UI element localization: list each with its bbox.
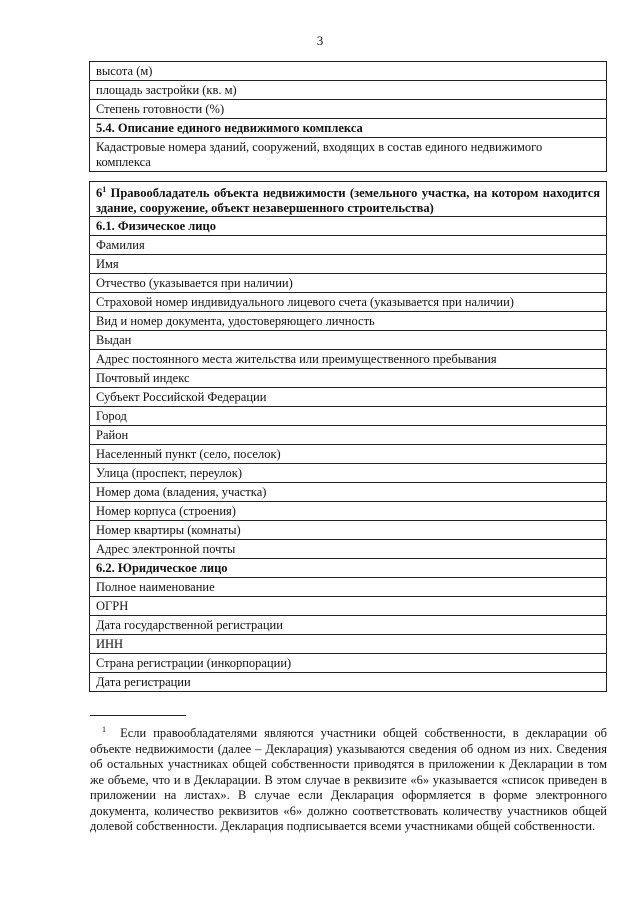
form-row bbox=[90, 445, 607, 464]
footnote-mark: 1 bbox=[102, 725, 106, 734]
form-row bbox=[90, 673, 607, 692]
form-row bbox=[90, 597, 607, 616]
field-label: Номер дома (владения, участка) bbox=[90, 483, 607, 502]
field-label: Район bbox=[90, 426, 607, 445]
section-heading-row bbox=[90, 217, 607, 236]
building-characteristics-table bbox=[89, 61, 607, 172]
form-row bbox=[90, 464, 607, 483]
section-heading-row bbox=[90, 559, 607, 578]
form-row bbox=[90, 274, 607, 293]
field-label: ИНН bbox=[90, 635, 607, 654]
form-row bbox=[90, 236, 607, 255]
form-row bbox=[90, 540, 607, 559]
form-row bbox=[90, 350, 607, 369]
form-row bbox=[90, 483, 607, 502]
rights-holder-header-text: Правообладатель объекта недвижимости (земельного участка, на котором находится здание, сооружение, объект незавершенного строительства) bbox=[96, 186, 600, 215]
field-label: Улица (проспект, переулок) bbox=[90, 464, 607, 483]
field-label: Фамилия bbox=[90, 236, 607, 255]
form-row bbox=[90, 138, 607, 172]
field-label: Субъект Российской Федерации bbox=[90, 388, 607, 407]
form-row bbox=[90, 331, 607, 350]
footnote-separator bbox=[90, 715, 186, 716]
field-label: Адрес электронной почты bbox=[90, 540, 607, 559]
footnote-reference: 1 bbox=[102, 185, 107, 194]
section-heading-row bbox=[90, 119, 607, 138]
field-label: Вид и номер документа, удостоверяющего личность bbox=[90, 312, 607, 331]
form-row bbox=[90, 616, 607, 635]
field-label: Номер корпуса (строения) bbox=[90, 502, 607, 521]
form-row bbox=[90, 502, 607, 521]
field-label: Выдан bbox=[90, 331, 607, 350]
form-row bbox=[90, 388, 607, 407]
form-row bbox=[90, 578, 607, 597]
footnote bbox=[90, 722, 607, 835]
form-row bbox=[90, 654, 607, 673]
form-row bbox=[90, 521, 607, 540]
form-row bbox=[90, 255, 607, 274]
footnote-text: Если правообладателями являются участники общей собственности, в декларации об объекте недвижимости (далее – Декларация) указываются сведения об одном из них. Сведения об остальных участниках общей собственности приводятся в приложении к Декларации в том же объеме, что и в Декларации. В этом случае в реквизите «6» указывается «список приведен в приложении на листах». В случае если Декларация оформляется в форме электронного документа, количество реквизитов «6» должно соответствовать количеству участников общей долевой собственности. Декларация подписывается всеми участниками общей собственности. bbox=[90, 726, 607, 833]
field-label: Адрес постоянного места жительства или преимущественного пребывания bbox=[90, 350, 607, 369]
section-heading: 5.4. Описание единого недвижимого комплекса bbox=[90, 119, 607, 138]
field-label: Дата государственной регистрации bbox=[90, 616, 607, 635]
field-label: Степень готовности (%) bbox=[90, 100, 607, 119]
section-heading: 6.1. Физическое лицо bbox=[90, 217, 607, 236]
field-label: Кадастровые номера зданий, сооружений, входящих в состав единого недвижимого комплекса bbox=[90, 138, 607, 172]
field-label: площадь застройки (кв. м) bbox=[90, 81, 607, 100]
field-label: Отчество (указывается при наличии) bbox=[90, 274, 607, 293]
field-label: Полное наименование bbox=[90, 578, 607, 597]
field-label: Населенный пункт (село, поселок) bbox=[90, 445, 607, 464]
form-row bbox=[90, 426, 607, 445]
field-label: Город bbox=[90, 407, 607, 426]
form-row bbox=[90, 312, 607, 331]
rights-holder-table bbox=[89, 181, 607, 692]
field-label: ОГРН bbox=[90, 597, 607, 616]
field-label: Страна регистрации (инкорпорации) bbox=[90, 654, 607, 673]
form-row bbox=[90, 293, 607, 312]
section-number: 6 bbox=[96, 186, 103, 200]
form-row bbox=[90, 635, 607, 654]
rights-holder-header-cell bbox=[90, 182, 607, 217]
form-row bbox=[90, 100, 607, 119]
field-label: Номер квартиры (комнаты) bbox=[90, 521, 607, 540]
field-label: Почтовый индекс bbox=[90, 369, 607, 388]
rights-holder-header-row bbox=[90, 182, 607, 217]
form-row bbox=[90, 81, 607, 100]
form-row bbox=[90, 62, 607, 81]
field-label: Страховой номер индивидуального лицевого счета (указывается при наличии) bbox=[90, 293, 607, 312]
field-label: высота (м) bbox=[90, 62, 607, 81]
field-label: Дата регистрации bbox=[90, 673, 607, 692]
form-row bbox=[90, 407, 607, 426]
page-number: 3 bbox=[316, 33, 324, 48]
field-label: Имя bbox=[90, 255, 607, 274]
section-heading: 6.2. Юридическое лицо bbox=[90, 559, 607, 578]
form-row bbox=[90, 369, 607, 388]
